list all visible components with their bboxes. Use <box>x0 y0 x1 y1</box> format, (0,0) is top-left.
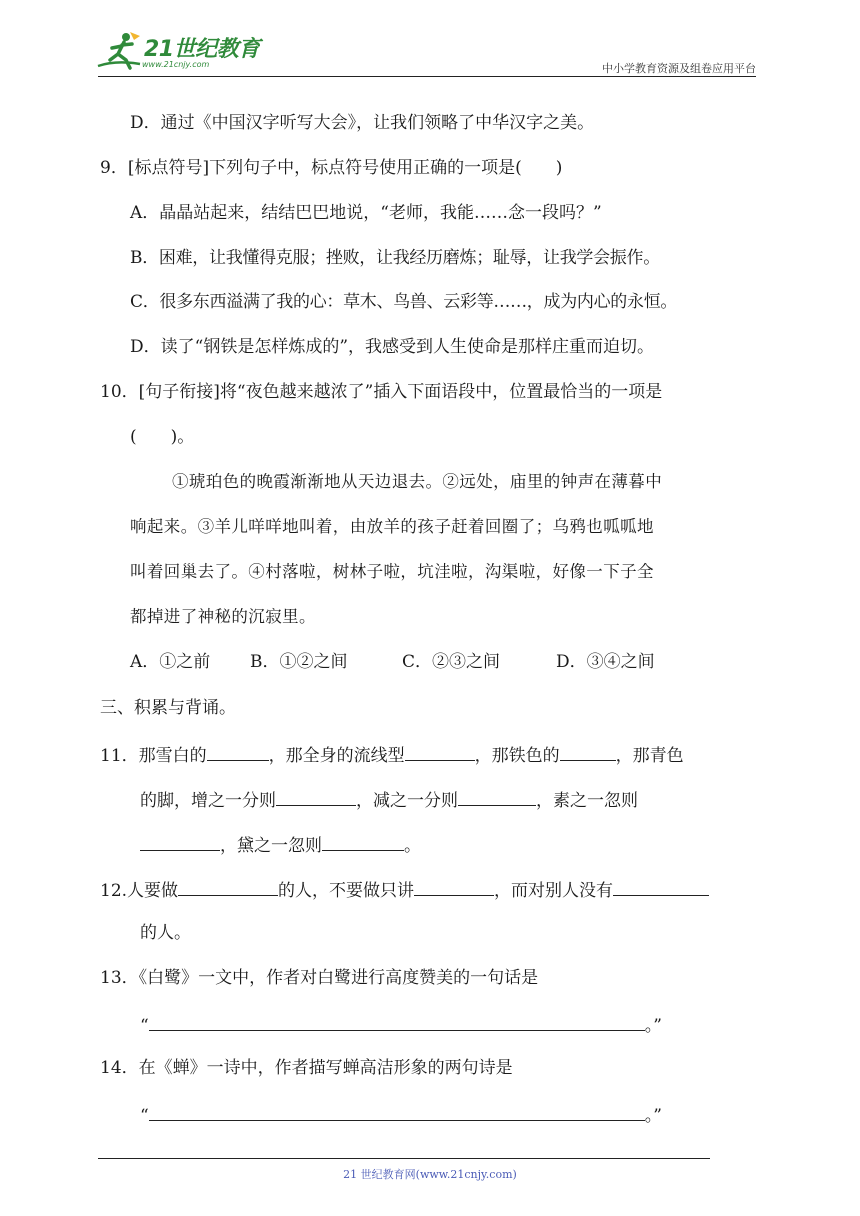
footer-text[interactable]: 21 世纪教育网(www.21cnjy.com) <box>343 1168 517 1181</box>
q10-passage-line: 都掉进了神秘的沉寂里。 <box>130 607 316 626</box>
q13-stem: 13．《白鹭》一文中，作者对白鹭进行高度赞美的一句话是 <box>100 968 539 988</box>
q14-answer-line: “ 。” <box>140 1102 662 1127</box>
q12-line-2: 的人。 <box>140 923 191 943</box>
page-header <box>0 0 860 80</box>
q10-option-d: D．③④之间 <box>556 652 655 672</box>
answer-blank[interactable] <box>276 787 356 806</box>
q9-option-b: B．困难，让我懂得克服；挫败，让我经历磨炼；耻辱，让我学会振作。 <box>130 248 660 268</box>
site-logo <box>96 30 266 78</box>
logo-text: 21世纪教育 <box>144 37 260 62</box>
runner-icon <box>96 30 144 74</box>
q10-option-a: A．①之前 <box>130 652 211 672</box>
footer-divider <box>98 1158 710 1159</box>
q10-option-b: B．①②之间 <box>250 652 348 672</box>
q13-answer-line: “ 。” <box>140 1012 662 1037</box>
answer-blank[interactable] <box>178 877 278 896</box>
q11-line-1: 11．那雪白的 ，那全身的流线型 ，那铁色的 ，那青色 <box>100 742 684 767</box>
q10-option-c: C．②③之间 <box>402 652 501 672</box>
q9-stem: 9．[标点符号]下列句子中，标点符号使用正确的一项是( ) <box>100 158 563 178</box>
q10-passage-line: ①琥珀色的晚霞渐渐地从天边退去。②远处，庙里的钟声在薄暮中 <box>172 472 663 491</box>
answer-blank[interactable] <box>149 1102 645 1121</box>
answer-blank[interactable] <box>458 787 536 806</box>
answer-blank[interactable] <box>405 742 475 761</box>
answer-blank[interactable] <box>149 1012 645 1031</box>
q10-stem: 10．[句子衔接]将“夜色越来越浓了”插入下面语段中，位置最恰当的一项是 <box>100 382 663 402</box>
q10-answer-paren: ( )。 <box>130 427 195 447</box>
answer-blank[interactable] <box>560 742 616 761</box>
q8-option-d: D．通过《中国汉字听写大会》，让我们领略了中华汉字之美。 <box>130 113 595 133</box>
answer-blank[interactable] <box>140 832 220 851</box>
q9-option-c: C．很多东西溢满了我的心：草木、鸟兽、云彩等……，成为内心的永恒。 <box>130 292 678 312</box>
logo-url: www.21cnjy.com <box>142 60 210 69</box>
answer-blank[interactable] <box>207 742 269 761</box>
site-name: 中小学教育资源及组卷应用平台 <box>602 62 756 75</box>
header-divider <box>98 76 756 77</box>
q11-line-2: 的脚，增之一分则 ，减之一分则 ，素之一忽则 <box>140 787 638 812</box>
section-title: 三、积累与背诵。 <box>100 698 236 718</box>
q9-option-d: D．读了“钢铁是怎样炼成的”，我感受到人生使命是那样庄重而迫切。 <box>130 337 655 357</box>
q14-stem: 14．在《蝉》一诗中，作者描写蝉高洁形象的两句诗是 <box>100 1058 513 1078</box>
answer-blank[interactable] <box>322 832 404 851</box>
q12-line-1: 12.人要做 的人，不要做只讲 ，而对别人没有 <box>100 877 709 902</box>
answer-blank[interactable] <box>613 877 709 896</box>
q9-option-a: A．晶晶站起来，结结巴巴地说，“老师，我能……念一段吗？” <box>130 203 602 223</box>
answer-blank[interactable] <box>414 877 494 896</box>
q10-passage-line: 叫着回巢去了。④村落啦，树林子啦，坑洼啦，沟渠啦，好像一下子全 <box>130 562 654 581</box>
q11-line-3: ，黛之一忽则 。 <box>140 832 421 857</box>
q10-passage-line: 响起来。③羊儿咩咩地叫着，由放羊的孩子赶着回圈了；乌鸦也呱呱地 <box>130 517 654 536</box>
